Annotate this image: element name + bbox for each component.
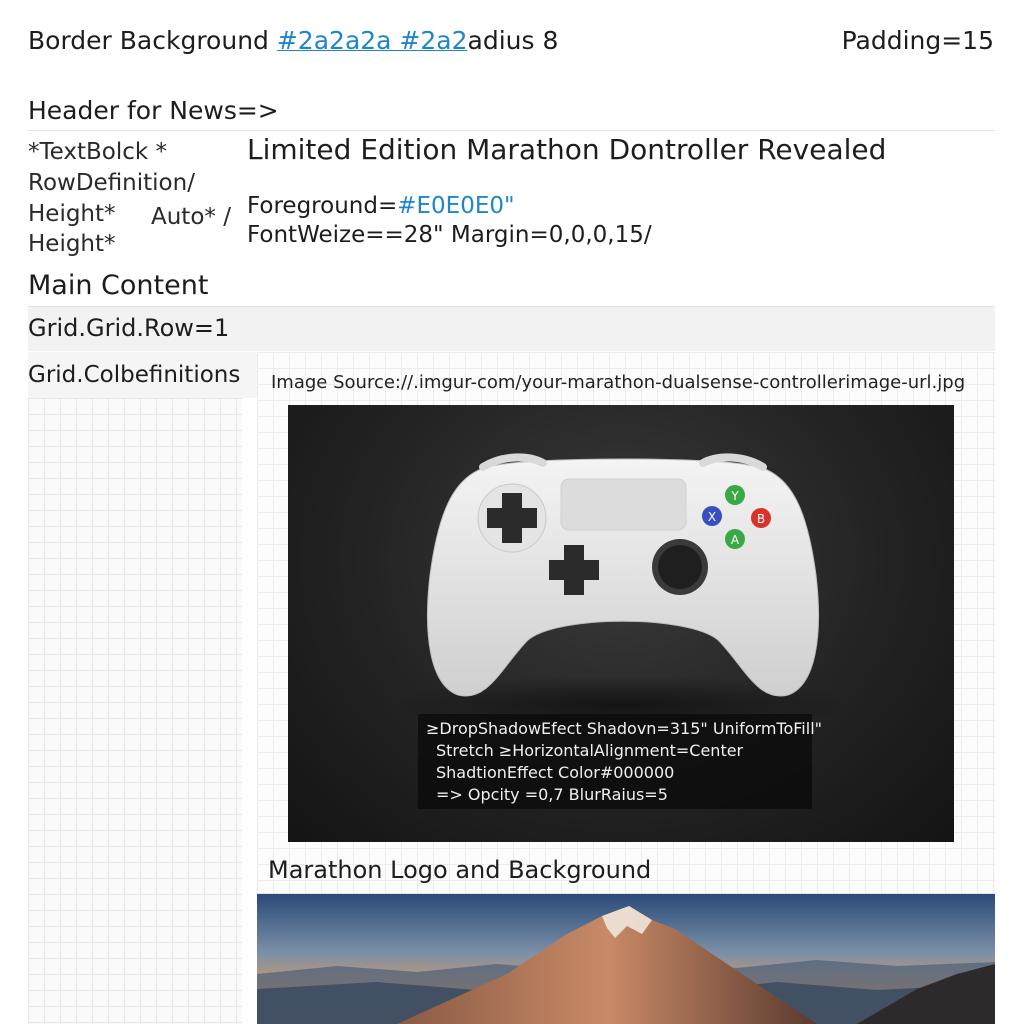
border-background-suffix: adius 8 <box>467 26 559 55</box>
mountain-background-image <box>257 894 995 1024</box>
mountain-landscape-image <box>257 894 995 1024</box>
textblock-line-2: RowDefinition/ <box>28 170 195 196</box>
foreground-hex: #E0E0E0" <box>397 193 515 219</box>
textblock-line-4: Height* <box>28 231 116 257</box>
button-y-label: Y <box>731 489 739 503</box>
news-headline: Limited Edition Marathon Dontroller Revealed <box>247 133 887 166</box>
grid-row-label: Grid.Grid.Row=1 <box>28 314 230 342</box>
image-source-label: Image Source://.imgur-com/your-marathon-dualsense-controllerimage-url.jpg <box>271 372 966 393</box>
textblock-line-1: *TextBolck * <box>28 139 168 165</box>
shadow-line-3: ShadtionEffect Color#000000 <box>436 763 675 782</box>
button-b-label: B <box>756 512 766 526</box>
shadow-line-1: ≥DropShadowEfect Shadovn=315" UniformToFill" <box>426 719 822 738</box>
shadow-line-4: => Opcity =0,7 BlurRaius=5 <box>436 785 668 804</box>
color-link[interactable]: #2a2a2a #2a2 <box>276 26 468 55</box>
button-a-label: A <box>730 533 740 547</box>
border-background-prefix: Border Background <box>28 26 277 55</box>
foreground-line <box>247 193 515 219</box>
grid-columns-label: Grid.Colbefinitions <box>28 362 241 388</box>
button-x-label: X <box>707 510 717 524</box>
fontweight-line: FontWeize==28" Margin=0,0,0,15/ <box>247 222 652 248</box>
padding-label: Padding=15 <box>841 26 994 55</box>
main-content-label: Main Content <box>28 270 209 301</box>
header-label: Header for News=> <box>28 96 279 125</box>
foreground-prefix: Foreground= <box>247 193 398 219</box>
auto-label: Auto* / <box>151 204 231 230</box>
border-background-line <box>28 26 558 55</box>
side-grid <box>28 398 242 1024</box>
textblock-line-3: Height* <box>28 201 116 227</box>
drop-shadow-caption <box>418 714 822 809</box>
header-divider <box>28 130 995 131</box>
logo-background-label: Marathon Logo and Background <box>268 856 652 884</box>
shadow-line-2: Stretch ≥HorizontalAlignment=Center <box>436 741 744 760</box>
